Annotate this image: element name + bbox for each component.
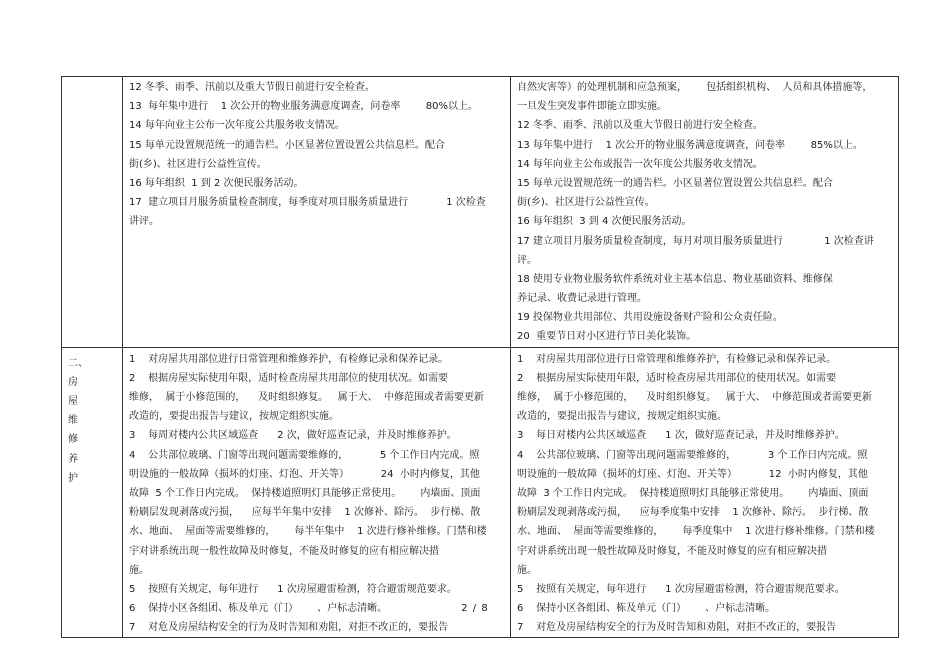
- clause-list: [123, 348, 510, 638]
- clause-line: 12 冬季、雨季、汛前以及重大节假日前进行安全检查。: [129, 82, 375, 93]
- clause-line: 宇对讲系统出现一般性故障及时修复，不能及时修复的应有相应解决措: [129, 545, 439, 557]
- clause-list: [511, 77, 898, 347]
- clause-line: 宇对讲系统出现一般性故障及时修复，不能及时修复的应有相应解决措: [517, 545, 827, 557]
- clause-line: 讲评。: [129, 216, 159, 228]
- table-row: [62, 347, 899, 638]
- clause-line: 自然灾害等）的处理机制和应急预案， 包括组织机构、 人员和具体措施等，: [517, 82, 873, 93]
- clause-line: 街(乡)、社区进行公益性宣传。: [129, 158, 267, 170]
- clause-line: 养记录、收费记录进行管理。: [517, 293, 647, 305]
- clause-line: 16 每年组织 3 到 4 次便民服务活动。: [517, 216, 692, 228]
- clause-line: 6 保持小区各组团、栋及单元（门） 、户标志清晰。: [517, 603, 776, 615]
- clause-line: 15 每单元设置规范统一的通告栏。小区显著位置设置公共信息栏。配合: [129, 139, 445, 151]
- standard-level-b-cell: [511, 347, 899, 638]
- clause-line: 14 每年向业主公布一次年度公共服务收支情况。: [129, 120, 345, 132]
- clause-line: 17 建立项目月服务质量检查制度，每月对项目服务质量进行 1 次检查讲: [517, 235, 874, 247]
- clause-line: 一旦发生突发事件即能立即实施。: [517, 101, 667, 113]
- section-label-char: 二、: [68, 357, 88, 369]
- clause-line: 粉刷层发现剥落或污损， 应每半年集中安排 1 次修补、除污。 步行梯、散: [129, 507, 481, 519]
- clause-line: 2 根据房屋实际使用年限，适时检查房屋共用部位的使用状况。如需要: [517, 372, 837, 384]
- clause-line: 改造的，要提出报告与建议，按规定组织实施。: [129, 411, 339, 423]
- clause-line: 2 根据房屋实际使用年限，适时检查房屋共用部位的使用状况。如需要: [129, 372, 449, 384]
- table-row: [62, 77, 899, 348]
- section-label-cell-empty: [62, 77, 123, 348]
- clause-line: 7 对危及房屋结构安全的行为及时告知和劝阻，对拒不改正的，要报告: [129, 622, 449, 634]
- section-label-housing-maintenance: [62, 348, 122, 488]
- page-number: 2 / 8: [461, 603, 489, 614]
- clause-line: 明设施的一般故障（损坏的灯座、灯泡、开关等） 24 小时内修复，其他: [129, 468, 480, 480]
- standard-level-a-cell: [123, 77, 511, 348]
- clause-line: 3 每日对楼内公共区域巡查 1 次，做好巡查记录，并及时维修养护。: [517, 430, 845, 442]
- clause-line: 20 重要节日对小区进行节日美化装饰。: [517, 331, 697, 343]
- clause-line: 水、地面、 屋面等需要维修的， 每季度集中 1 次进行修补维修。门禁和楼: [517, 526, 875, 538]
- clause-line: 故障 3 个工作日内完成。 保持楼道照明灯具能够正常使用。 内墙面、顶面: [517, 487, 869, 499]
- section-label-char: 屋: [68, 396, 78, 408]
- section-label-char: 修: [68, 434, 78, 446]
- clause-list: [511, 348, 898, 638]
- clause-line: 改造的，要提出报告与建议，按规定组织实施。: [517, 411, 727, 423]
- clause-line: 街(乡)、社区进行公益性宣传。: [517, 197, 655, 209]
- section-label-cell: [62, 347, 123, 638]
- clause-line: 评。: [517, 254, 537, 266]
- clause-line: 施。: [129, 564, 149, 576]
- clause-line: 13 每年集中进行 1 次公开的物业服务满意度调查，问卷率 85%以上。: [517, 139, 863, 151]
- clause-line: 7 对危及房屋结构安全的行为及时告知和劝阻，对拒不改正的，要报告: [517, 622, 837, 634]
- clause-line: 1 对房屋共用部位进行日常管理和维修养护，有检修记录和保养记录。: [517, 353, 837, 365]
- clause-line: 4 公共部位玻璃、门窗等出现问题需要维修的， 5 个工作日内完成。照: [129, 449, 480, 461]
- section-label-char: 护: [68, 472, 78, 484]
- clause-line: 15 每单元设置规范统一的通告栏。小区显著位置设置公共信息栏。配合: [517, 177, 833, 189]
- clause-line: 16 每年组织 1 到 2 次便民服务活动。: [129, 177, 304, 189]
- section-label-char: 养: [68, 453, 78, 465]
- standard-level-b-cell: [511, 77, 899, 348]
- clause-line: 维修， 属于小修范围的， 及时组织修复。 属于大、 中修范围或者需要更新: [517, 392, 872, 403]
- section-label-char: 维: [68, 415, 78, 427]
- clause-line: 5 按照有关规定，每年进行 1 次房屋避雷检测，符合避雷规范要求。: [129, 583, 457, 595]
- clause-line: 故障 5 个工作日内完成。 保持楼道照明灯具能够正常使用。 内墙面、顶面: [129, 487, 481, 499]
- clause-list: [123, 77, 510, 232]
- clause-line: 17 建立项目月服务质量检查制度，每季度对项目服务质量进行 1 次检查: [129, 197, 486, 209]
- clause-line: 19 投保物业共用部位、共用设施设备财产险和公众责任险。: [517, 312, 783, 324]
- clause-line: 14 每年向业主公布或报告一次年度公共服务收支情况。: [517, 158, 763, 170]
- clause-line: 6 保持小区各组团、栋及单元（门） 、户标志清晰。: [129, 603, 388, 615]
- section-label-char: 房: [68, 376, 78, 388]
- clause-line: 4 公共部位玻璃、门窗等出现问题需要维修的， 3 个工作日内完成。照: [517, 449, 868, 461]
- clause-line: 12 冬季、雨季、汛前以及重大节假日前进行安全检查。: [517, 120, 763, 132]
- clause-line: 18 使用专业物业服务软件系统对业主基本信息、物业基础资料、维修保: [517, 273, 833, 285]
- clause-line: 水、地面、 屋面等需要维修的， 每半年集中 1 次进行修补维修。门禁和楼: [129, 526, 487, 538]
- clause-line: 3 每周对楼内公共区域巡查 2 次，做好巡查记录，并及时维修养护。: [129, 430, 457, 442]
- clause-line: 13 每年集中进行 1 次公开的物业服务满意度调查，问卷率 80%以上。: [129, 101, 478, 113]
- clause-line: 施。: [517, 564, 537, 576]
- service-standards-table: [61, 76, 899, 638]
- clause-line: 明设施的一般故障（损坏的灯座、灯泡、开关等） 12 小时内修复，其他: [517, 468, 868, 480]
- clause-line: 粉刷层发现剥落或污损， 应每季度集中安排 1 次修补、除污。 步行梯、散: [517, 507, 869, 519]
- clause-line: 5 按照有关规定，每年进行 1 次房屋避雷检测，符合避雷规范要求。: [517, 583, 845, 595]
- clause-line: 维修， 属于小修范围的， 及时组织修复。 属于大、 中修范围或者需要更新: [129, 392, 484, 403]
- standard-level-a-cell: [123, 347, 511, 638]
- clause-line: 1 对房屋共用部位进行日常管理和维修养护，有检修记录和保养记录。: [129, 353, 449, 365]
